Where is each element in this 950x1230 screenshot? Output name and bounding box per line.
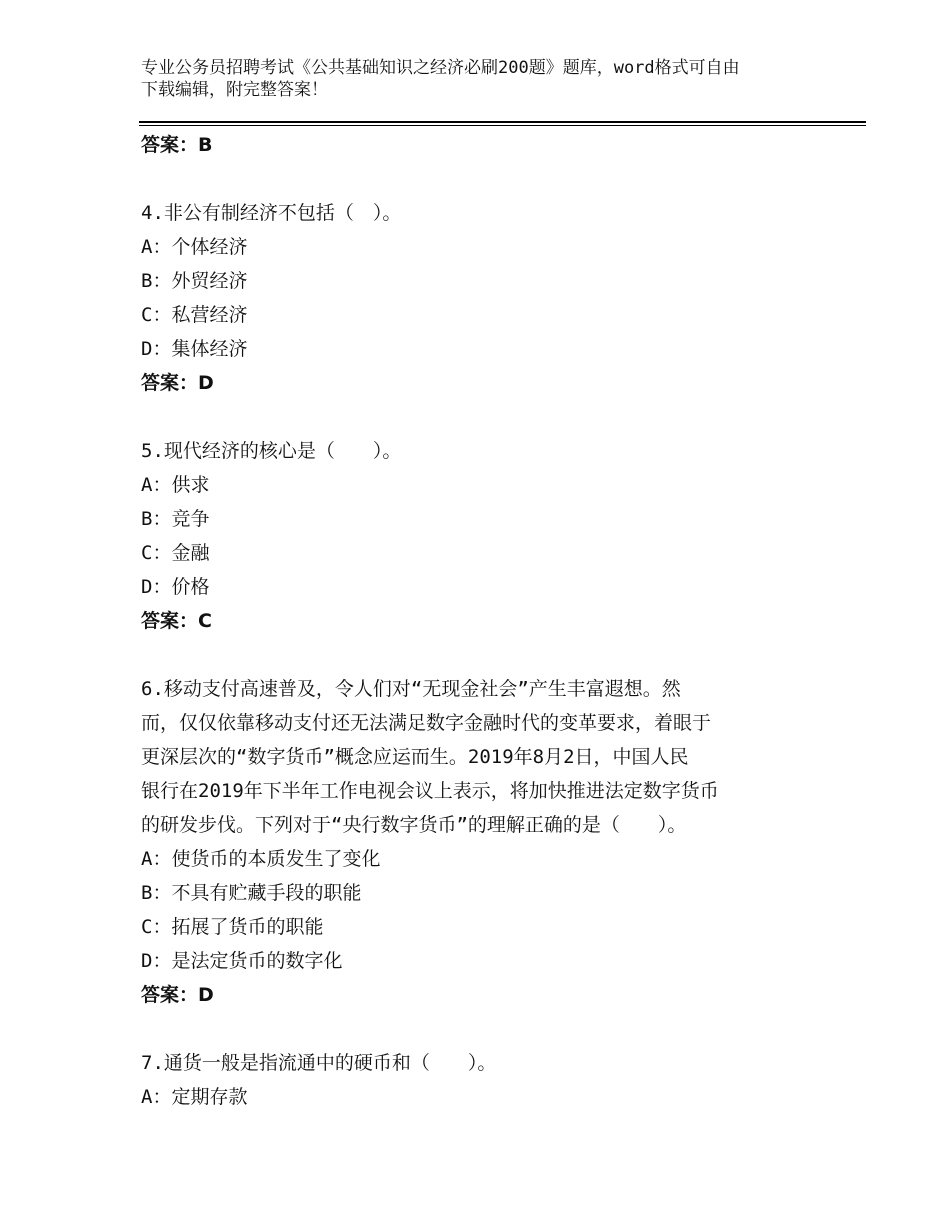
question-block (141, 1046, 821, 1114)
question-stem-line: 更深层次的“数字货币”概念应运而生。2019年8月2日，中国人民 (141, 746, 689, 768)
option-a: A：供求 (141, 474, 210, 496)
question-block (141, 434, 821, 638)
option-a: A：个体经济 (141, 236, 248, 258)
question-block (141, 196, 821, 400)
question-list (141, 128, 821, 1114)
option-b: B：外贸经济 (141, 270, 248, 292)
answer-line: 答案：D (141, 372, 214, 394)
option-d: D：是法定货币的数字化 (141, 950, 343, 972)
header-line-1: 专业公务员招聘考试《公共基础知识之经济必刷200题》题库，word格式可自由 (141, 58, 740, 78)
question-stem: 5.现代经济的核心是（ ）。 (141, 440, 402, 462)
option-d: D：集体经济 (141, 338, 248, 360)
header-rule-thin (139, 125, 866, 126)
question-stem-line: 的研发步伐。下列对于“央行数字货币”的理解正确的是（ ）。 (141, 814, 687, 836)
option-a: A：定期存款 (141, 1086, 248, 1108)
answer-line: 答案：C (141, 610, 212, 632)
option-b: B：不具有贮藏手段的职能 (141, 882, 362, 904)
document-header (141, 57, 811, 101)
answer-line: 答案：B (141, 134, 213, 156)
question-stem-line: 而，仅仅依靠移动支付还无法满足数字金融时代的变革要求，着眼于 (141, 712, 712, 734)
header-line-2: 下载编辑，附完整答案！ (141, 80, 328, 100)
option-a: A：使货币的本质发生了变化 (141, 848, 381, 870)
question-stem-line: 银行在2019年下半年工作电视会议上表示，将加快推进法定数字货币 (141, 780, 719, 802)
option-d: D：价格 (141, 576, 210, 598)
question-stem-line: 6.移动支付高速普及，令人们对“无现金社会”产生丰富遐想。然 (141, 678, 681, 700)
option-c: C：私营经济 (141, 304, 248, 326)
question-block (141, 672, 821, 1012)
question-stem: 4.非公有制经济不包括（ ）。 (141, 202, 402, 224)
option-c: C：拓展了货币的职能 (141, 916, 324, 938)
header-rule-thick (139, 121, 866, 123)
option-b: B：竞争 (141, 508, 210, 530)
option-c: C：金融 (141, 542, 210, 564)
answer-line: 答案：D (141, 984, 214, 1006)
question-stem: 7.通货一般是指流通中的硬币和（ ）。 (141, 1052, 497, 1074)
